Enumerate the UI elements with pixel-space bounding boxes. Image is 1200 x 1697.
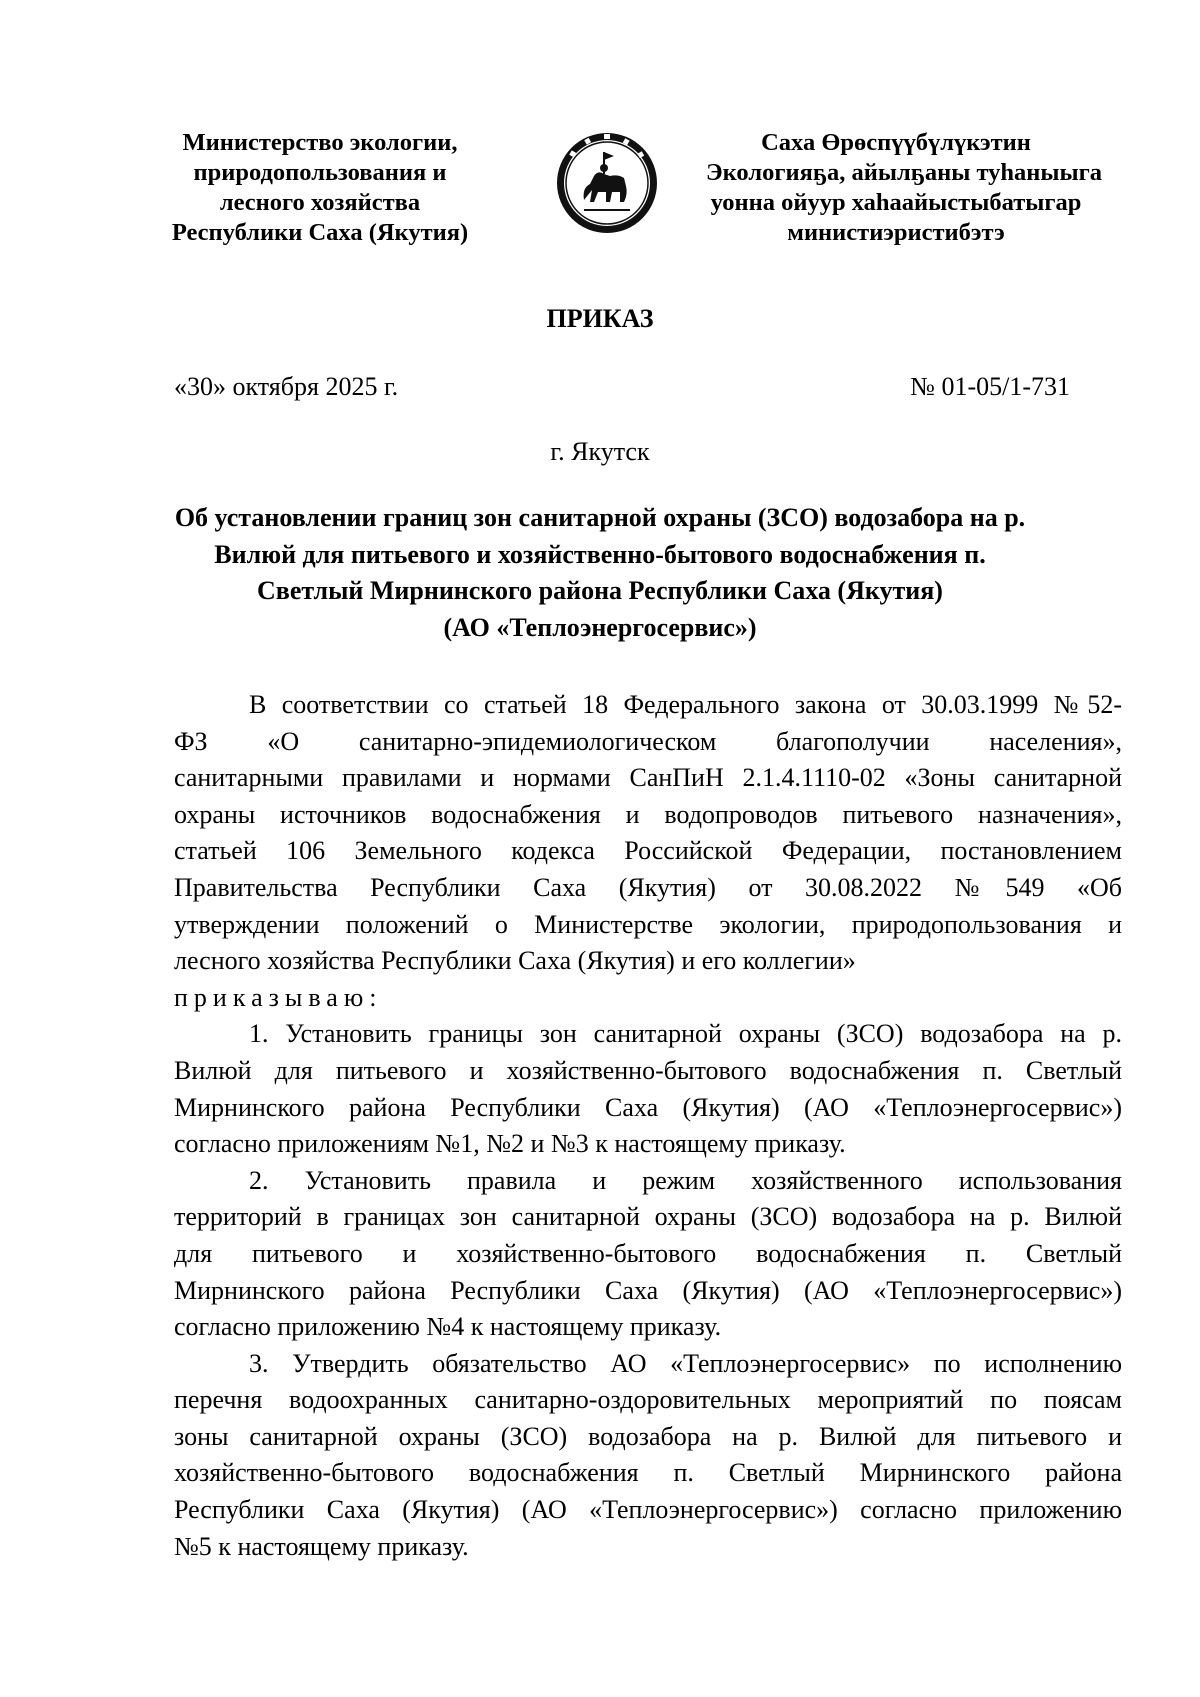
ministry-name-russian-line: природопользования и [193, 159, 447, 186]
ministry-name-russian-line: лесного хозяйства [219, 189, 421, 216]
preamble-line: лесного хозяйства Республики Саха (Якутия) и его коллегии» [174, 946, 856, 976]
order-item-line: Мирнинского района Республики Саха (Якутия) (АО «Теплоэнергосервис») [174, 1092, 1122, 1122]
ministry-name-russian [150, 128, 490, 248]
coat-of-arms-icon [554, 130, 660, 236]
preamble-line: утверждении положений о Министерстве экологии, природопользования и [174, 909, 1122, 939]
order-item-line: Мирнинского района Республики Саха (Якутия) (АО «Теплоэнергосервис») [174, 1275, 1122, 1305]
order-heading-line: Светлый Мирнинского района Республики Саха (Якутия) [257, 576, 943, 605]
order-heading-line: Вилюй для питьевого и хозяйственно-бытового водоснабжения п. [214, 539, 986, 569]
preamble-line: санитарными правилами и нормами СанПиН 2.1.4.1110-02 «Зоны санитарной [174, 763, 1122, 793]
order-heading-line: (АО «Теплоэнергосервис») [443, 612, 757, 642]
order-item-line: территорий в границах зон санитарной охраны (ЗСО) водозабора на р. Вилюй [174, 1202, 1122, 1232]
preamble-line: статьей 106 Земельного кодекса Российской Федерации, постановлением [174, 836, 1122, 866]
preamble-paragraph [174, 687, 1122, 980]
order-city: г. Якутск [550, 437, 650, 466]
ministry-name-yakut-line: министиэристибэтэ [787, 219, 1005, 246]
order-body [174, 687, 1122, 1565]
order-item-line: хозяйственно-бытового водоснабжения п. Светлый Мирнинского района [174, 1458, 1122, 1488]
order-item-line: для питьевого и хозяйственно-бытового водоснабжения п. Светлый [174, 1238, 1122, 1268]
order-date: «30» октября 2025 г. [174, 372, 399, 401]
order-item-line: №5 к настоящему приказу. [174, 1531, 469, 1561]
preamble-line: В соответствии со статьей 18 Федерального закона от 30.03.1999 №52- [249, 690, 1122, 719]
order-item-line: 1. Установить границы зон санитарной охраны (ЗСО) водозабора на р. [249, 1019, 1122, 1049]
ministry-name-yakut [706, 128, 1103, 248]
preamble-line: охраны источников водоснабжения и водопроводов питьевого назначения», [174, 799, 1122, 829]
order-heading [150, 500, 1050, 646]
ministry-name-yakut-line: Саха Өрөспүүбүлүкэтин [761, 129, 1031, 156]
order-item-line: зоны санитарной охраны (ЗСО) водозабора на р. Вилюй для питьевого и [174, 1421, 1122, 1451]
order-heading-line: Об установлении границ зон санитарной охраны (ЗСО) водозабора на р. [174, 503, 1026, 532]
order-item-line: 2. Установить правила и режим хозяйственного использования [249, 1165, 1122, 1195]
order-item-line: 3. Утвердить обязательство АО «Теплоэнергосервис» по исполнению [249, 1348, 1122, 1378]
ministry-name-yakut-line: Экологияҕа, айылҕаны туһаныыга [706, 159, 1103, 186]
order-item-line: Республики Саха (Якутия) (АО «Теплоэнергосервис») согласно приложению [174, 1495, 1122, 1525]
preamble-line: Правительства Республики Саха (Якутия) от 30.08.2022 №549 «Об [174, 872, 1122, 902]
ministry-name-russian-line: Республики Саха (Якутия) [171, 219, 469, 246]
ministry-name-russian-line: Министерство экологии, [182, 129, 458, 156]
order-item-line: согласно приложениям №1, №2 и №3 к настоящему приказу. [174, 1129, 846, 1159]
order-item-1 [174, 1016, 1122, 1162]
order-number: № 01-05/1-731 [910, 372, 1070, 401]
preamble-line: ФЗ «О санитарно-эпидемиологическом благополучии населения», [174, 726, 1122, 756]
order-item-line: согласно приложению №4 к настоящему приказу. [174, 1312, 722, 1342]
order-item-line: Вилюй для питьевого и хозяйственно-бытового водоснабжения п. Светлый [174, 1055, 1122, 1085]
order-item-2 [174, 1163, 1122, 1346]
order-word: приказываю: [174, 982, 383, 1012]
order-item-3 [174, 1346, 1122, 1566]
ministry-name-yakut-line: уонна ойуур хаһаайыстыбатыгар [710, 189, 1082, 216]
order-item-line: перечня водоохранных санитарно-оздоровительных мероприятий по поясам [174, 1385, 1122, 1415]
order-title: ПРИКАЗ [546, 304, 654, 333]
